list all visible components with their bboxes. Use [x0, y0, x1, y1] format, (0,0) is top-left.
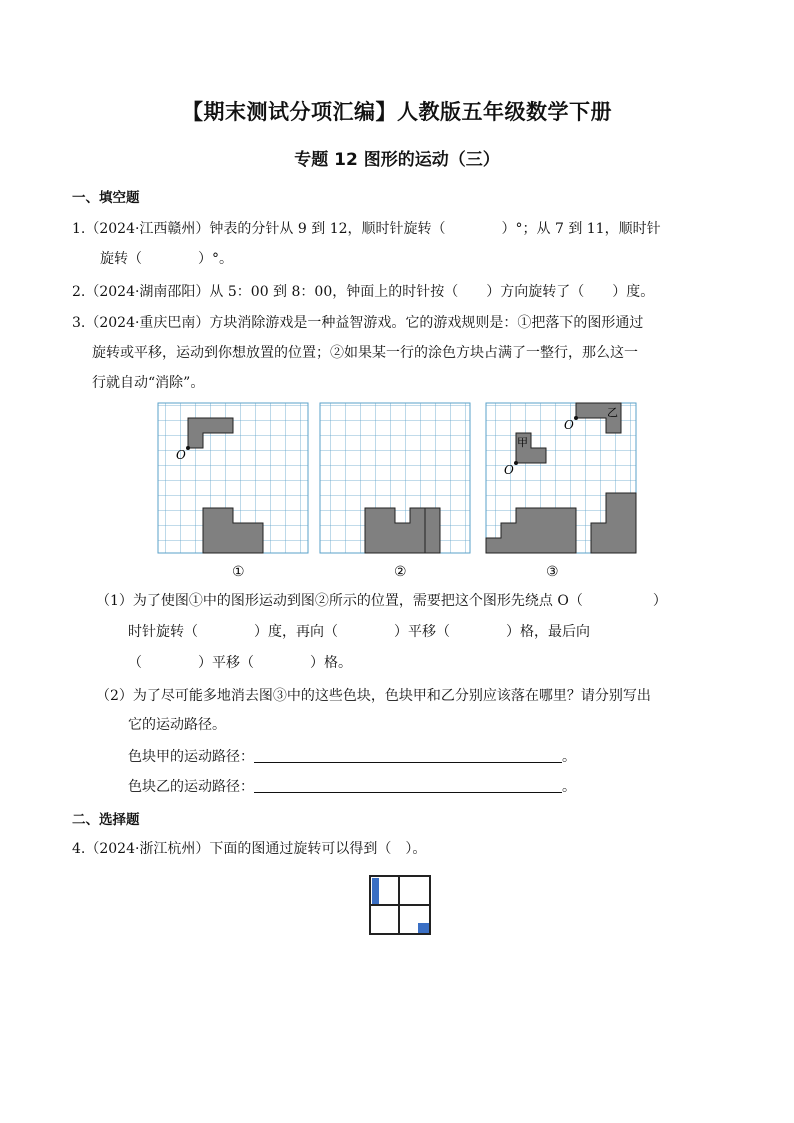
page-title: 【期末测试分项汇编】人教版五年级数学下册: [182, 100, 612, 124]
grid-3-point-o-yi: [574, 416, 578, 420]
question-3-line-1: 3.（2024·重庆巴南）方块消除游戏是一种益智游戏。它的游戏规则是：①把落下的图形通过: [72, 315, 644, 331]
grid-3: [486, 403, 636, 553]
sub-question-2-line-1: （2）为了尽可能多地消去图③中的这些色块，色块甲和乙分别应该落在哪里？请分别写出: [96, 688, 651, 704]
path-yi-label: 色块乙的运动路径：: [128, 779, 254, 795]
grid-3-label-jia: 甲: [517, 436, 528, 449]
path-yi-answer-line[interactable]: [254, 778, 562, 793]
grid-3-point-label-jia: O: [504, 463, 514, 477]
page-subtitle: 专题 12 图形的运动（三）: [294, 150, 500, 170]
path-jia-row: [128, 746, 576, 766]
rotation-figure: [370, 876, 430, 934]
grid-3-point-o-jia: [514, 461, 518, 465]
section-heading-fill-blank: 一、填空题: [72, 190, 140, 206]
path-yi-row: [128, 776, 576, 796]
sub-question-1-line-1: （1）为了使图①中的图形运动到图②所示的位置，需要把这个图形先绕点 O（ ）: [96, 593, 667, 609]
rotation-figure-blue-square: [418, 923, 429, 933]
question-2-line-1: 2.（2024·湖南邵阳）从 5：00 到 8：00，钟面上的时针按（ ）方向旋转了（ ）度。: [72, 284, 655, 300]
section-heading-choice: 二、选择题: [72, 812, 140, 828]
path-jia-answer-line[interactable]: [254, 748, 562, 763]
grid-1-caption: ①: [232, 564, 245, 580]
question-1-line-1: 1.（2024·江西赣州）钟表的分针从 9 到 12，顺时针旋转（ ）°；从 7 到 11，顺时针: [72, 221, 661, 237]
grid-2-caption: ②: [394, 564, 407, 580]
grid-1: [158, 403, 308, 553]
path-yi-period: 。: [562, 779, 576, 795]
question-3-line-3: 行就自动“消除”。: [92, 375, 205, 391]
rotation-figure-blue-bar: [372, 878, 379, 904]
grid-3-label-yi: 乙: [607, 406, 618, 419]
grid-1-point-o: [186, 446, 190, 450]
grid-2: [320, 403, 470, 553]
grid-3-caption: ③: [546, 564, 559, 580]
sub-question-1-line-2: 时针旋转（ ）度，再向（ ）平移（ ）格，最后向: [128, 624, 590, 640]
grid-3-point-label-yi: O: [564, 418, 574, 432]
question-4-line-1: 4.（2024·浙江杭州）下面的图通过旋转可以得到（ ）。: [72, 841, 427, 857]
grid-1-point-label: O: [176, 448, 186, 462]
question-1-line-2: 旋转（ ）°。: [100, 251, 233, 267]
question-3-line-2: 旋转或平移，运动到你想放置的位置；②如果某一行的涂色方块占满了一整行，那么这一: [92, 345, 638, 361]
path-jia-period: 。: [562, 749, 576, 765]
path-jia-label: 色块甲的运动路径：: [128, 749, 254, 765]
sub-question-2-line-2: 它的运动路径。: [128, 717, 226, 733]
sub-question-1-line-3: （ ）平移（ ）格。: [128, 655, 352, 671]
